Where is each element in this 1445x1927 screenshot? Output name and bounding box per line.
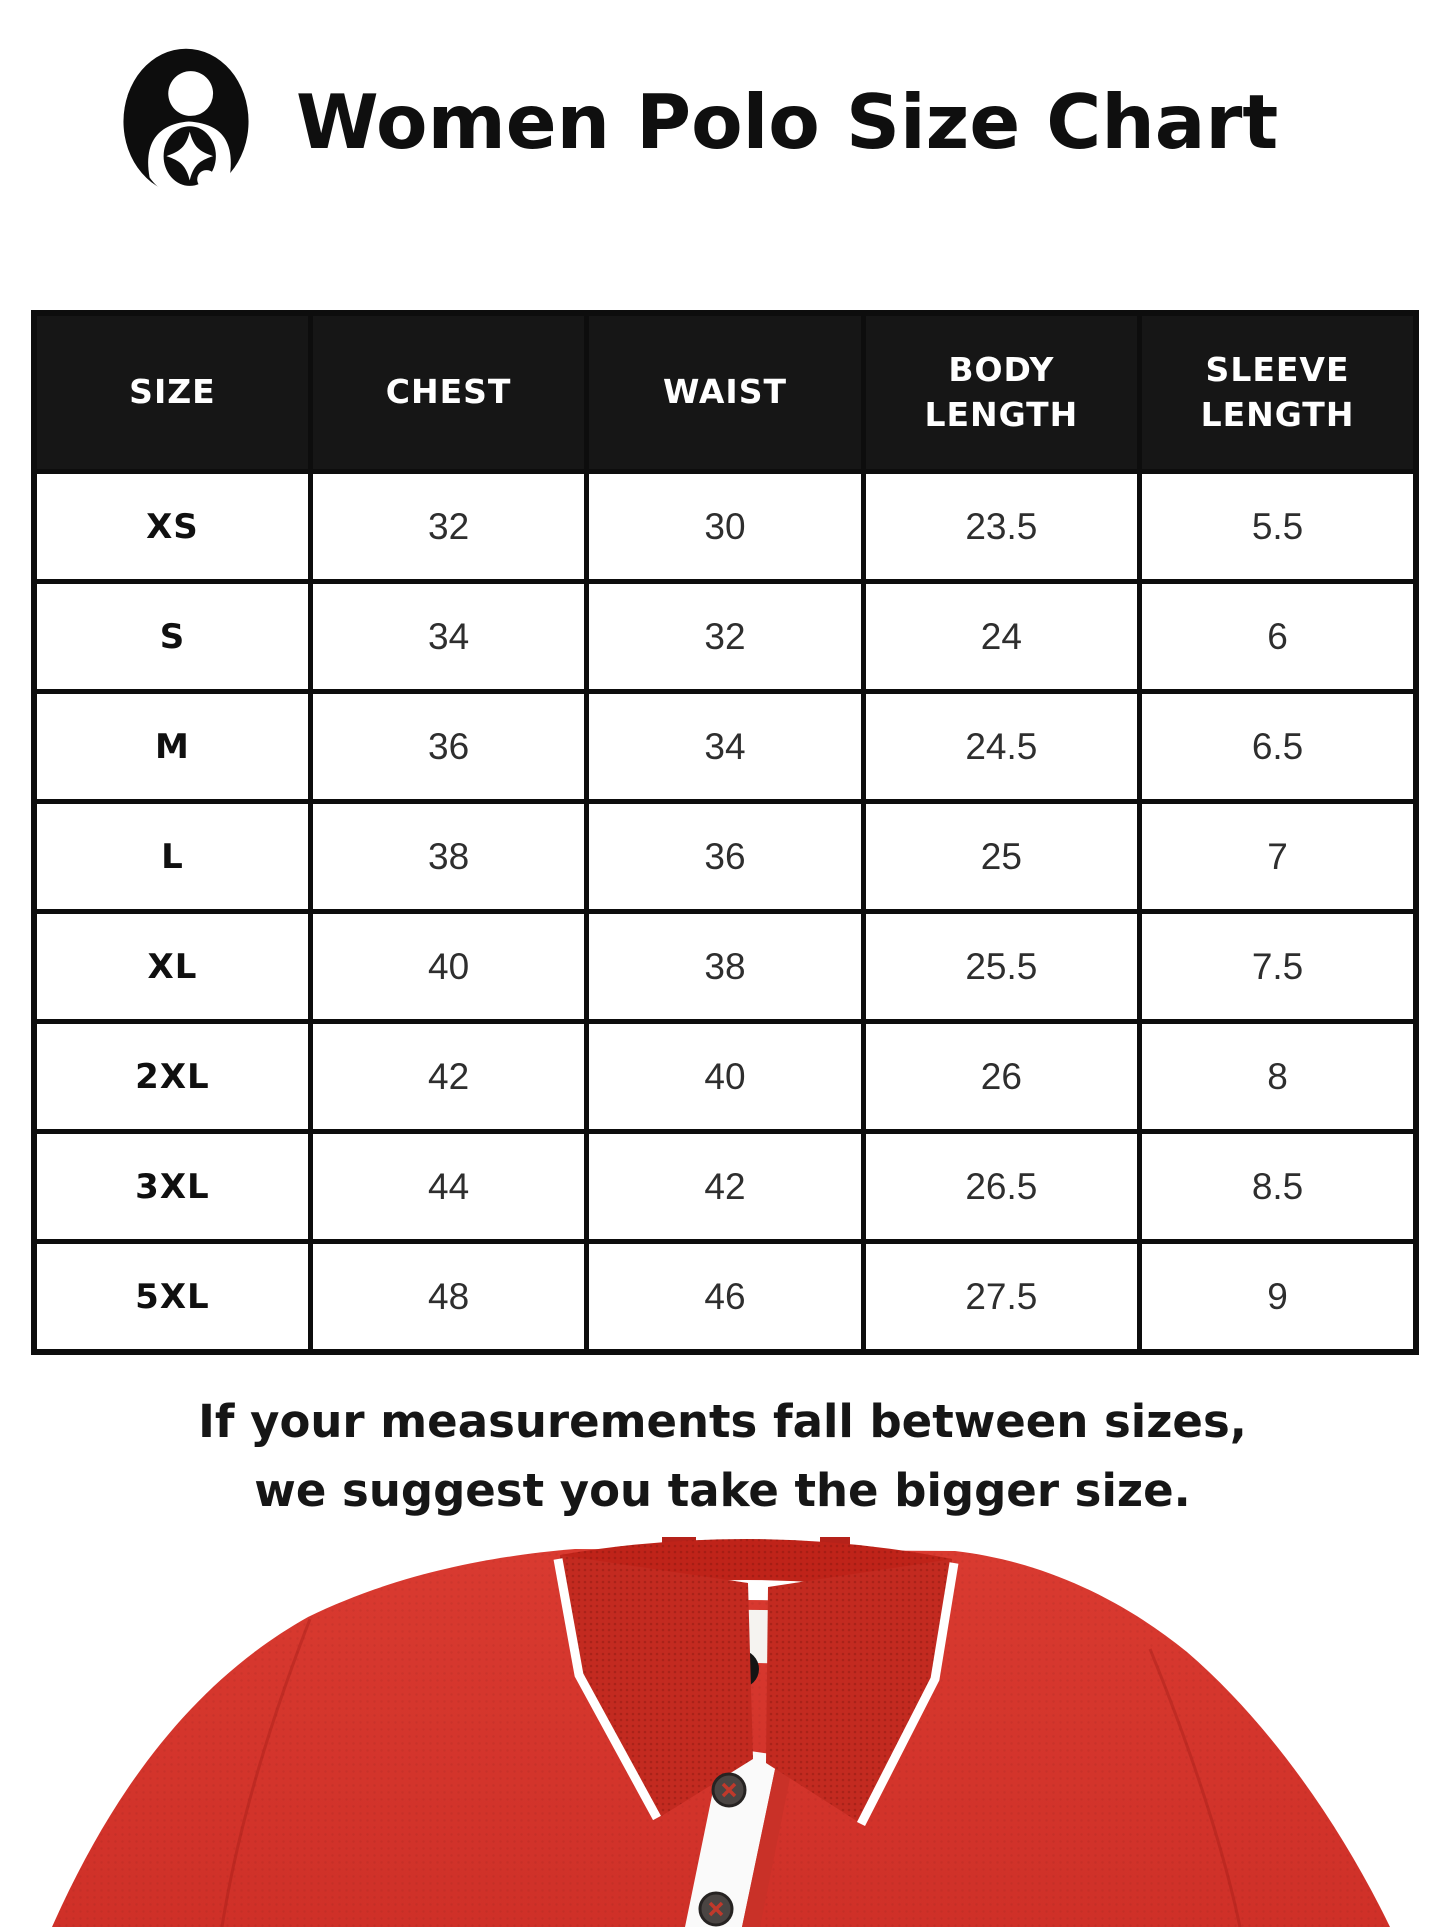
body-length-cell: 24	[863, 582, 1139, 692]
sizing-note-line2: we suggest you take the bigger size.	[254, 1463, 1191, 1517]
waist-cell: 32	[587, 582, 863, 692]
table-row	[34, 1132, 1416, 1242]
column-header-waist: WAIST	[587, 313, 863, 472]
waist-cell: 46	[587, 1242, 863, 1353]
sleeve-length-cell: 5.5	[1140, 472, 1416, 582]
table-header-row	[34, 313, 1416, 472]
body-length-cell: 26	[863, 1022, 1139, 1132]
column-header-chest: CHEST	[310, 313, 586, 472]
chest-cell: 44	[310, 1132, 586, 1242]
waist-cell: 38	[587, 912, 863, 1022]
table-row	[34, 1242, 1416, 1353]
body-length-cell: 25	[863, 802, 1139, 912]
waist-cell: 30	[587, 472, 863, 582]
body-length-cell: 26.5	[863, 1132, 1139, 1242]
body-length-cell: 27.5	[863, 1242, 1139, 1353]
red-polo-shirt-illustration	[0, 1537, 1445, 1927]
size-chart-table	[31, 310, 1419, 1355]
sleeve-length-cell: 6	[1140, 582, 1416, 692]
chest-cell: 42	[310, 1022, 586, 1132]
page-title: Women Polo Size Chart	[296, 78, 1279, 166]
table-row	[34, 582, 1416, 692]
sleeve-length-cell: 8	[1140, 1022, 1416, 1132]
polo-button	[700, 1893, 732, 1925]
size-cell: 2XL	[34, 1022, 310, 1132]
waist-cell: 34	[587, 692, 863, 802]
chest-cell: 48	[310, 1242, 586, 1353]
chest-cell: 40	[310, 912, 586, 1022]
sleeve-length-cell: 8.5	[1140, 1132, 1416, 1242]
sizing-note-line1: If your measurements fall between sizes,	[198, 1395, 1247, 1448]
sleeve-length-cell: 9	[1140, 1242, 1416, 1353]
size-cell: XS	[34, 472, 310, 582]
table-row	[34, 912, 1416, 1022]
table-row	[34, 1022, 1416, 1132]
size-cell: S	[34, 582, 310, 692]
column-header-body-length: BODY LENGTH	[863, 313, 1139, 472]
brand-logo	[116, 42, 256, 202]
waist-cell: 42	[587, 1132, 863, 1242]
table-row	[34, 802, 1416, 912]
body-length-cell: 25.5	[863, 912, 1139, 1022]
chest-cell: 38	[310, 802, 586, 912]
table-row	[34, 472, 1416, 582]
mother-and-child-logo-icon	[116, 42, 256, 202]
waist-cell: 40	[587, 1022, 863, 1132]
sleeve-length-cell: 7.5	[1140, 912, 1416, 1022]
sleeve-length-cell: 7	[1140, 802, 1416, 912]
size-cell: M	[34, 692, 310, 802]
size-cell: 5XL	[34, 1242, 310, 1353]
polo-product-image	[0, 1537, 1445, 1927]
sizing-note	[0, 1388, 1445, 1526]
chest-cell: 36	[310, 692, 586, 802]
body-length-cell: 23.5	[863, 472, 1139, 582]
polo-button	[713, 1774, 745, 1806]
chest-cell: 34	[310, 582, 586, 692]
size-cell: XL	[34, 912, 310, 1022]
column-header-sleeve-length: SLEEVE LENGTH	[1140, 313, 1416, 472]
chest-cell: 32	[310, 472, 586, 582]
table-row	[34, 692, 1416, 802]
sleeve-length-cell: 6.5	[1140, 692, 1416, 802]
waist-cell: 36	[587, 802, 863, 912]
page-header	[116, 42, 1278, 202]
size-cell: L	[34, 802, 310, 912]
column-header-size: SIZE	[34, 313, 310, 472]
body-length-cell: 24.5	[863, 692, 1139, 802]
size-cell: 3XL	[34, 1132, 310, 1242]
